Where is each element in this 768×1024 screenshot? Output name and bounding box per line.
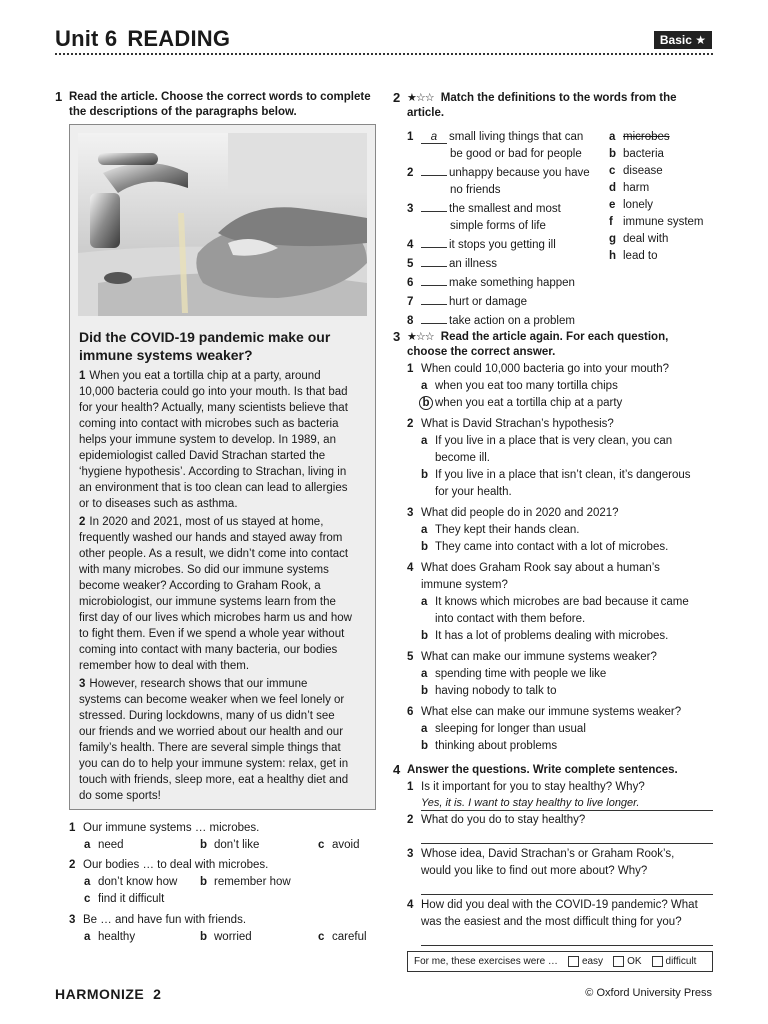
article-box: [69, 124, 376, 810]
word-e: e lonely: [609, 199, 654, 211]
checkbox-difficult[interactable]: [652, 956, 663, 967]
ex3-q4-option-b[interactable]: b It has a lot of problems dealing with microbes.: [421, 630, 669, 642]
article-paragraph-3: 3 However, research shows that our immune systems can become weaker when we feel lonely or stressed. During lockdowns, many of us didn’t see our friends and we worried about our health and our family’s health. There are several simple things that you can do to help your immune system: relax, get in touch with friends, sleep more, eat a healthy diet and do some sports!: [79, 678, 349, 802]
answer-line: [421, 843, 713, 844]
ex3-question-3: 3 What did people do in 2020 and 2021?: [407, 507, 619, 519]
ex3-question-4: 4 What does Graham Rook say about a human’s: [407, 562, 660, 574]
ex2-number: 2: [393, 90, 401, 105]
selected-answer-circle-icon: b: [419, 396, 433, 410]
article-title: Did the COVID-19 pandemic make our immune systems weaker?: [79, 329, 331, 363]
word-b: b bacteria: [609, 148, 664, 160]
ex3-q5-option-b[interactable]: b having nobody to talk to: [421, 685, 557, 697]
photo-illustration: [78, 133, 367, 316]
ex4-question-1: 1 Is it important for you to stay healthy? Why?: [407, 781, 645, 793]
ex4-question-4: 4 How did you deal with the COVID-19 pandemic? What: [407, 899, 698, 911]
word-f: f immune system: [609, 216, 704, 228]
ex1-item-2-option-a[interactable]: a don’t know how: [84, 876, 178, 888]
brand-logo: HARMONIZE 2: [55, 986, 162, 1002]
ex1-number: 1: [55, 89, 63, 104]
word-d: d harm: [609, 182, 650, 194]
ex3-question-1: 1 When could 10,000 bacteria go into your mouth?: [407, 363, 670, 375]
page-title: [55, 26, 230, 52]
ex1-item-1-option-a[interactable]: a need: [84, 839, 124, 851]
answer-line: [421, 810, 713, 811]
ex3-q5-option-a[interactable]: a spending time with people we like: [421, 668, 607, 680]
checkbox-ok[interactable]: [613, 956, 624, 967]
ex1-item-3: 3 Be … and have fun with friends.: [69, 914, 247, 926]
checkbox-easy[interactable]: [568, 956, 579, 967]
ex4-number: 4: [393, 762, 401, 777]
definition-5[interactable]: 5 an illness: [407, 254, 607, 273]
ex3-instruction: ★☆☆ Read the article again. For each question, choose the correct answer.: [407, 331, 669, 358]
ex1-item-3-option-b[interactable]: b worried: [200, 931, 252, 943]
definition-4[interactable]: 4 it stops you getting ill: [407, 235, 607, 254]
word-g: g deal with: [609, 233, 669, 245]
definition-8[interactable]: 8 take action on a problem: [407, 311, 607, 330]
ex3-q2-option-a[interactable]: a If you live in a place that is very clean, you can: [421, 435, 673, 447]
difficulty-stars-icon: ★☆☆: [407, 331, 434, 343]
ex3-q6-option-b[interactable]: b thinking about problems: [421, 740, 558, 752]
ex1-item-2: 2 Our bodies … to deal with microbes.: [69, 859, 269, 871]
level-badge: Basic ★: [654, 31, 712, 49]
word-c: c disease: [609, 165, 663, 177]
ex3-questions: 1 When could 10,000 bacteria go into your mouth? a when you eat too many tortilla chips b when you eat a tortilla chip at a party 2 What is David Strachan’s hypothesis? a If you live in a place that is very clean, you can become ill. b If you live in a place that isn’t clean, it’s dangerous for your health. 3 What did people do in 2020 and 2021? a They kept their hands clean. b They came into contact with a lot of microbes. 4 What does Graham Rook say about a human’s immune system? a It knows which microbes are bad because it came into contact with them before. b It has a lot of problems dealing with microbes. 5 What can make our immune systems weaker? a spending time with people we like b having nobody to talk to 6 What else can make our immune systems weaker? a sleeping for longer than usual b thinking about problems: [407, 361, 717, 755]
ex1-item-1-option-c[interactable]: c avoid: [318, 839, 360, 851]
answer-line: [421, 894, 713, 895]
answer-line: [421, 945, 713, 946]
ex1-item-2-option-b[interactable]: b remember how: [200, 876, 291, 888]
self-check-box: For me, these exercises were … easy OK difficult: [407, 951, 713, 972]
article-paragraph-1: 1 When you eat a tortilla chip at a party, around 10,000 bacteria could go into your mouth. Is that bad for your health? Actually, many scientists believe that coming into contact with microbes such as bacteria helps your immune system to develop. In 1989, an epidemiologist called David Strachan started the ‘hygiene hypothesis’. According to Strachan, living in an environment that is too clean can lead to allergies or to diseases such as asthma.: [79, 370, 348, 510]
ex4-answer-1[interactable]: Yes, it is. I want to stay healthy to live longer.: [421, 797, 640, 809]
publisher-credit: © Oxford University Press: [585, 987, 712, 999]
definition-6[interactable]: 6 make something happen: [407, 273, 607, 292]
section-label: READING: [127, 26, 231, 51]
ex4-question-3: 3 Whose idea, David Strachan’s or Graham Rook’s,: [407, 848, 675, 860]
ex1-item-1: 1 Our immune systems … microbes.: [69, 822, 260, 834]
header-divider: [55, 53, 713, 55]
ex3-q3-option-b[interactable]: b They came into contact with a lot of microbes.: [421, 541, 669, 553]
ex4-instruction: Answer the questions. Write complete sentences.: [407, 764, 678, 776]
ex3-question-6: 6 What else can make our immune systems weaker?: [407, 706, 682, 718]
ex1-item-3-option-c[interactable]: c careful: [318, 931, 367, 943]
ex1-item-3-option-a[interactable]: a healthy: [84, 931, 136, 943]
ex1-instruction: Read the article. Choose the correct words to complete the descriptions of the paragraphs below.: [69, 91, 371, 118]
definition-1[interactable]: 1 a small living things that can: [407, 131, 584, 143]
ex2-word-list: [609, 129, 719, 265]
ex3-q4-option-a[interactable]: a It knows which microbes are bad because it came: [421, 596, 689, 608]
ex3-question-2: 2 What is David Strachan’s hypothesis?: [407, 418, 614, 430]
ex2-instruction: ★☆☆ Match the definitions to the words from the article.: [407, 92, 677, 119]
unit-label: Unit 6: [55, 26, 118, 51]
ex1-item-2-option-c[interactable]: c find it difficult: [84, 893, 165, 905]
ex4-question-2: 2 What do you do to stay healthy?: [407, 814, 586, 826]
handwashing-photo: [78, 133, 367, 316]
ex2-definitions: 1 a small living things that can be good or bad for people 2 unhappy because you have no friends 3 the smallest and most simple forms of life 4 it stops you getting ill 5 an illness 6 make something happen 7 hurt or damage 8 take action on a problem: [407, 129, 607, 330]
word-a: a microbes: [609, 131, 670, 143]
definition-7[interactable]: 7 hurt or damage: [407, 292, 607, 311]
ex3-q2-option-b[interactable]: b If you live in a place that isn’t clean, it’s dangerous: [421, 469, 691, 481]
ex3-question-5: 5 What can make our immune systems weaker?: [407, 651, 657, 663]
article-paragraph-2: 2 In 2020 and 2021, most of us stayed at home, frequently washed our hands and stayed away from other people. As a result, we didn’t come into contact with many microbes. So did our immune systems become weaker? According to Graham Rook, a microbiologist, our immune systems learn from the first day of our lives which microbes harm us and how to fight them. Even if we spend a whole year without coming into contact with many bacteria, our bodies remember how to deal with them.: [79, 516, 352, 672]
definition-3[interactable]: 3 the smallest and most: [407, 199, 607, 218]
word-h: h lead to: [609, 250, 658, 262]
ex3-q1-option-b[interactable]: b when you eat a tortilla chip at a party: [407, 395, 717, 412]
definition-2[interactable]: 2 unhappy because you have: [407, 163, 607, 182]
ex3-q3-option-a[interactable]: a They kept their hands clean.: [421, 524, 580, 536]
ex1-item-1-option-b[interactable]: b don’t like: [200, 839, 260, 851]
ex3-q1-option-a[interactable]: a when you eat too many tortilla chips: [421, 380, 618, 392]
difficulty-stars-icon: ★☆☆: [407, 92, 434, 104]
ex3-number: 3: [393, 329, 401, 344]
ex3-q6-option-a[interactable]: a sleeping for longer than usual: [421, 723, 586, 735]
